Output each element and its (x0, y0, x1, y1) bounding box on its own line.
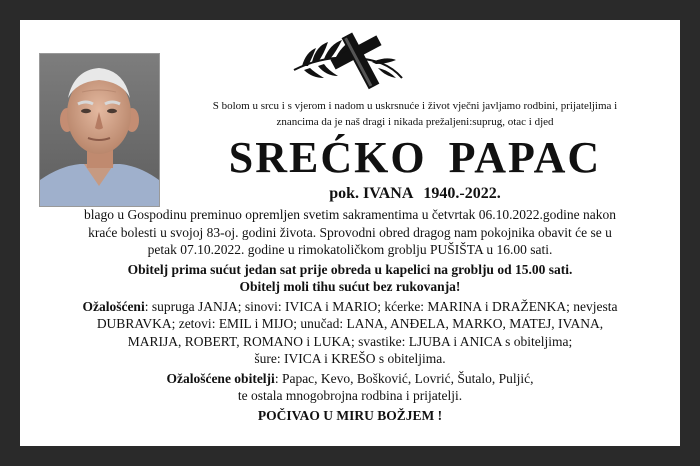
cross-with-palm-icon (290, 30, 410, 90)
life-years: 1940.-2022. (423, 185, 501, 202)
intro-text (170, 98, 660, 130)
mourners-line: DUBRAVKA; zetovi: EMIL i MIJO; unučad: LANA, ANĐELA, MARKO, MATEJ, IVANA, (96, 316, 604, 331)
mourners-line: šure: IVICA i KREŠO s obiteljima. (254, 351, 446, 366)
last-name: PAPAC (448, 133, 602, 182)
deceased-name (170, 134, 660, 182)
intro-line: S bolom u srcu i s vjerom i nadom u uskrsnuće i život vječni javljamo rodbini, prijateljima i (212, 100, 618, 112)
families-line: te ostala mnogobrojna rodbina i prijatelji. (237, 388, 463, 403)
closing-line: POČIVAO U MIRU BOŽJEM ! (257, 407, 443, 423)
obituary-notice (20, 20, 680, 446)
announcement-line: petak 07.10.2022. godine u rimokatoličkom groblju PUŠIŠTA u 16.00 sati. (147, 242, 553, 257)
portrait-image (40, 54, 159, 206)
mourners-line: MARIJA, ROBERT, ROMANO i LUKA; svastike: LJUBA i ANICA s obiteljima; (127, 333, 573, 349)
notice-body (30, 206, 670, 424)
condolence-line: Obitelj moli tihu sućut bez rukovanja! (239, 279, 461, 294)
first-name: SREĆKO (228, 133, 427, 182)
announcement-line: kraće bolesti u svojoj 83-oj. godini života. Sprovodni obred dragog nam pokojnika obavit će se u (88, 224, 612, 240)
deceased-subtitle (170, 184, 660, 204)
announcement-line: blago u Gospodinu preminuo opremljen svetim sakramentima u četvrtak 06.10.2022.godine nakon (83, 207, 617, 222)
condolence-line: Obitelj prima sućut jedan sat prije obreda u kapelici na groblju od 15.00 sati. (127, 261, 573, 277)
intro-line: znancima da je naš dragi i nikada prežaljeni:suprug, otac i djed (276, 116, 554, 128)
mourners-line (30, 298, 670, 316)
father-note: pok. IVANA (329, 185, 414, 202)
families-line (30, 370, 670, 388)
portrait-photo (39, 53, 160, 207)
families-label: Ožalošćene obitelji (166, 370, 275, 386)
mourners-label: Ožalošćeni (82, 298, 145, 314)
mourners-text: : supruga JANJA; sinovi: IVICA i MARIO; kćerke: MARINA i DRAŽENKA; nevjesta (144, 298, 618, 314)
families-text: : Papac, Kevo, Bošković, Lovrić, Šutalo, Puljić, (274, 370, 534, 386)
